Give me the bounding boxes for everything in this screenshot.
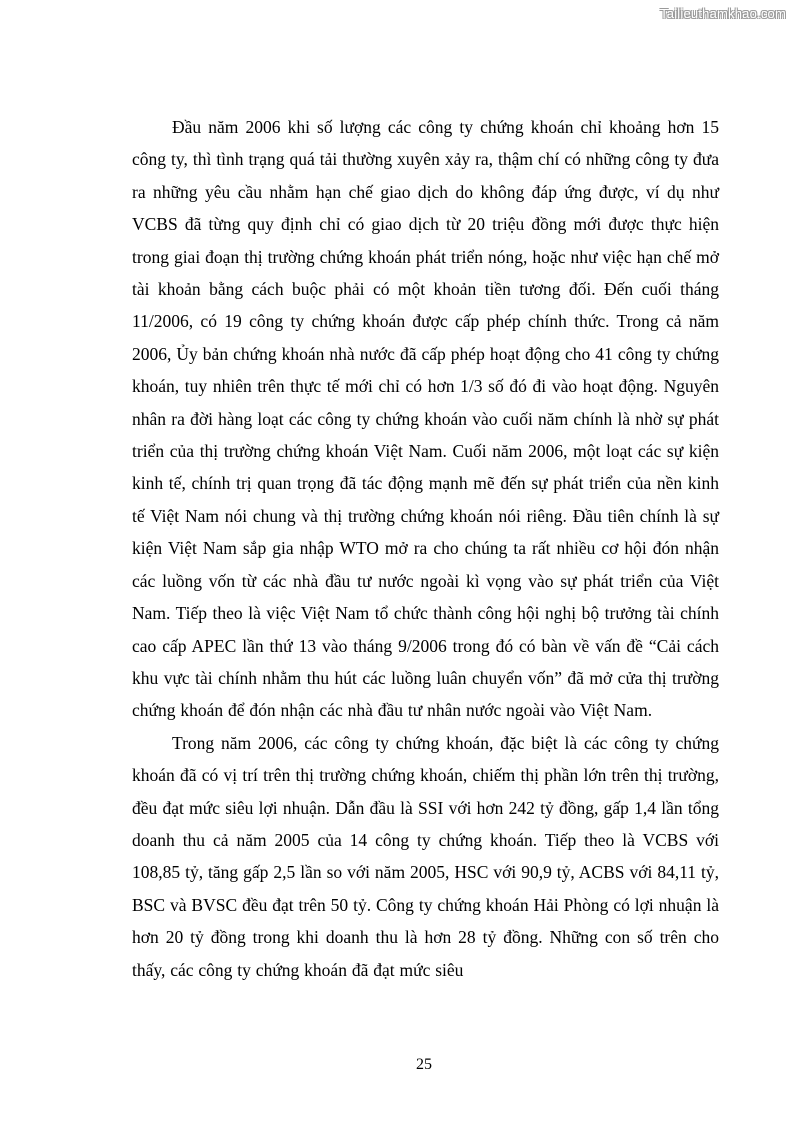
- paragraph-2: Trong năm 2006, các công ty chứng khoán, đặc biệt là các công ty chứng khoán đã có vị trí trên thị trường chứng khoán, chiếm thị phần lớn trên thị trường, đều đạt mức siêu lợi nhuận. Dẫn đầu là SSI với hơn 242 tỷ đồng, gấp 1,4 lần tổng doanh thu cả năm 2005 của 14 công ty chứng khoán. Tiếp theo là VCBS với 108,85 tỷ, tăng gấp 2,5 lần so với năm 2005, HSC với 90,9 tỷ, ACBS với 84,11 tỷ, BSC và BVSC đều đạt trên 50 tỷ. Công ty chứng khoán Hải Phòng có lợi nhuận là hơn 20 tỷ đồng trong khi doanh thu là hơn 28 tỷ đồng. Những con số trên cho thấy, các công ty chứng khoán đã đạt mức siêu: [132, 732, 719, 980]
- watermark-text: Tailieuthamkhao.com: [660, 6, 786, 21]
- document-body: [132, 111, 719, 986]
- paragraph-1: Đầu năm 2006 khi số lượng các công ty chứng khoán chỉ khoảng hơn 15 công ty, thì tình trạng quá tải thường xuyên xảy ra, thậm chí có những công ty đưa ra những yêu cầu nhằm hạn chế giao dịch do không đáp ứng được, ví dụ như VCBS đã từng quy định chỉ có giao dịch từ 20 triệu đồng mới được thực hiện trong giai đoạn thị trường chứng khoán phát triển nóng, hoặc như việc hạn chế mở tài khoản bằng cách buộc phải có một khoản tiền tương đối. Đến cuối tháng 11/2006, có 19 công ty chứng khoán được cấp phép chính thức. Trong cả năm 2006, Ủy bản chứng khoán nhà nước đã cấp phép hoạt động cho 41 công ty chứng khoán, tuy nhiên trên thực tế mới chỉ có hơn 1/3 số đó đi vào hoạt động. Nguyên nhân ra đời hàng loạt các công ty chứng khoán vào cuối năm chính là nhờ sự phát triển của thị trường chứng khoán Việt Nam. Cuối năm 2006, một loạt các sự kiện kinh tế, chính trị quan trọng đã tác động mạnh mẽ đến sự phát triển của nền kinh tế Việt Nam nói chung và thị trường chứng khoán nói riêng. Đầu tiên chính là sự kiện Việt Nam sắp gia nhập WTO mở ra cho chúng ta rất nhiều cơ hội đón nhận các luồng vốn từ các nhà đầu tư nước ngoài kì vọng vào sự phát triển của Việt Nam. Tiếp theo là việc Việt Nam tổ chức thành công hội nghị bộ trưởng tài chính cao cấp APEC lần thứ 13 vào tháng 9/2006 trong đó có bàn về vấn đề “Cải cách khu vực tài chính nhằm thu hút các luồng luân chuyển vốn” đã mở cửa thị trường chứng khoán để đón nhận các nhà đầu tư nhân nước ngoài vào Việt Nam.: [132, 117, 719, 721]
- page-number: 25: [416, 1056, 432, 1073]
